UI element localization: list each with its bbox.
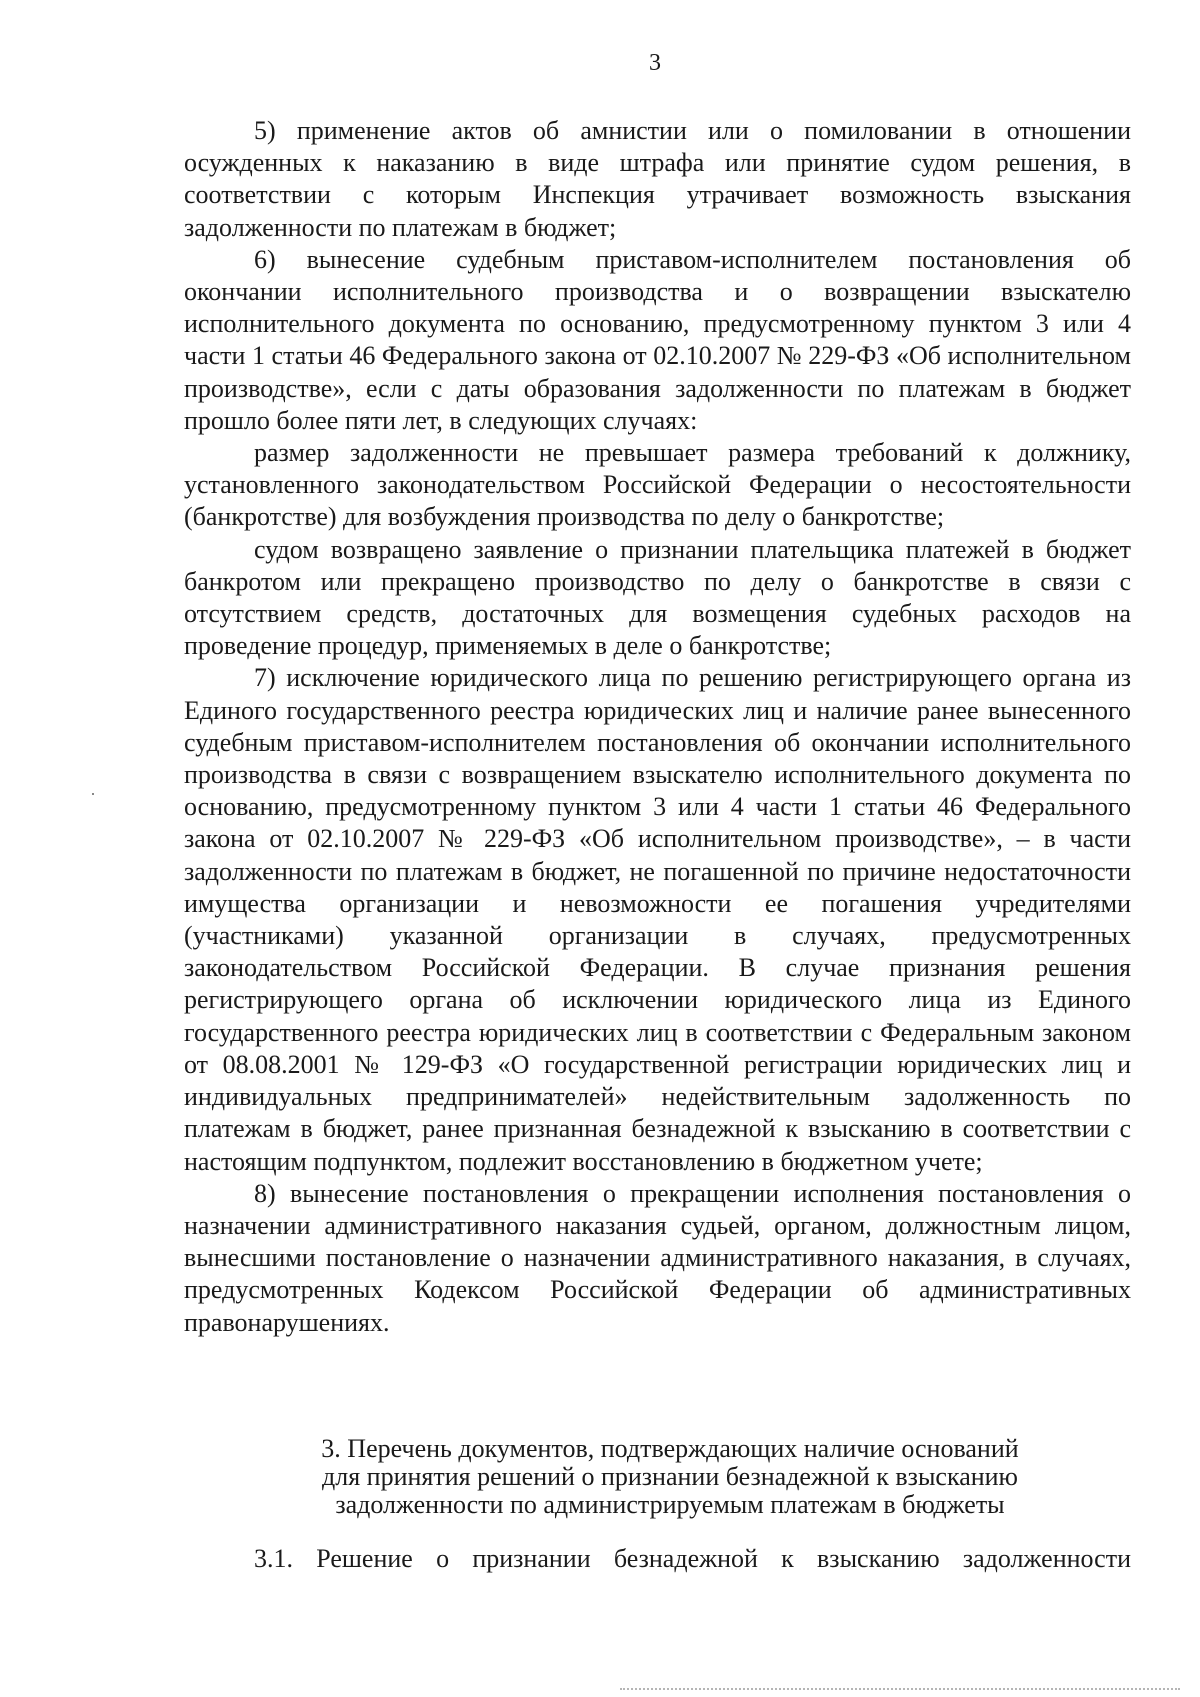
paragraph-item-5: 5) применение актов об амнистии или о помиловании в отношении осужденных к наказанию в виде штрафа или принятие судом решения, в соответствии с которым Инспекция утрачивает возможность взыскания задолженности по платежам в бюджет; — [184, 116, 1131, 242]
subsection-3-1-start: 3.1. Решение о признании безнадежной к взысканию задолженности — [254, 1544, 1131, 1573]
section-heading-line: задолженности по администрируемым платежам в бюджеты — [335, 1490, 1005, 1519]
section-heading-line: для принятия решений о признании безнадежной к взысканию — [322, 1462, 1018, 1491]
scan-speck — [92, 793, 94, 795]
paragraph-item-7: 7) исключение юридического лица по решению регистрирующего органа из Единого государственного реестра юридических лиц и наличие ранее вынесенного судебным приставом-исполнителем постановления об окончании исполнительного производства в связи с возвращением взыскателю исполнительного документа по основанию, предусмотренному пунктом 3 или 4 части 1 статьи 46 Федерального закона от 02.10.2007 № 229-ФЗ «Об исполнительном производстве», – в части задолженности по платежам в бюджет, не погашенной по причине недостаточности имущества организации и невозможности ее погашения учредителями (участниками) указанной организации в случаях, предусмотренных законодательством Российской Федерации. В случае признания решения регистрирующего органа об исключении юридического лица из Единого государственного реестра юридических лиц в соответствии с Федеральным законом от 08.08.2001 № 129-ФЗ «О государственной регистрации юридических лиц и индивидуальных предпринимателей» недействительным задолженность по платежам в бюджет, ранее признанная безнадежной к взысканию в соответствии с настоящим подпунктом, подлежит восстановлению в бюджетном учете; — [184, 663, 1131, 1176]
paragraph-case-court-returned: судом возвращено заявление о признании плательщика платежей в бюджет банкротом или прекращено производство по делу о банкротстве в связи с отсутствием средств, достаточных для возмещения судебных расходов на проведение процедур, применяемых в деле о банкротстве; — [184, 534, 1131, 661]
section-heading-line: 3. Перечень документов, подтверждающих наличие оснований — [321, 1434, 1019, 1463]
paragraph-item-6: 6) вынесение судебным приставом-исполнителем постановления об окончании исполнительного производства и о возвращении взыскателю исполнительного документа по основанию, предусмотренному пунктом 3 или 4 части 1 статьи 46 Федерального закона от 02.10.2007 № 229-ФЗ «Об исполнительном производстве», если с даты образования задолженности по платежам в бюджет прошло более пяти лет, в следующих случаях: — [184, 244, 1131, 435]
paragraph-case-debt-size: размер задолженности не превышает размера требований к должнику, установленного законодательством Российской Федерации о несостоятельности (банкротстве) для возбуждения производства по делу о банкротстве; — [184, 438, 1131, 532]
scan-edge-dots — [620, 1688, 1180, 1690]
body-text — [184, 115, 1131, 1339]
page-number: 3 — [649, 50, 661, 76]
paragraph-item-8: 8) вынесение постановления о прекращении исполнения постановления о назначении административного наказания судьей, органом, должностным лицом, вынесшими постановление о назначении административного наказания, в случаях, предусмотренных Кодексом Российской Федерации об административных правонарушениях. — [184, 1178, 1131, 1337]
section-heading — [240, 1435, 1100, 1519]
